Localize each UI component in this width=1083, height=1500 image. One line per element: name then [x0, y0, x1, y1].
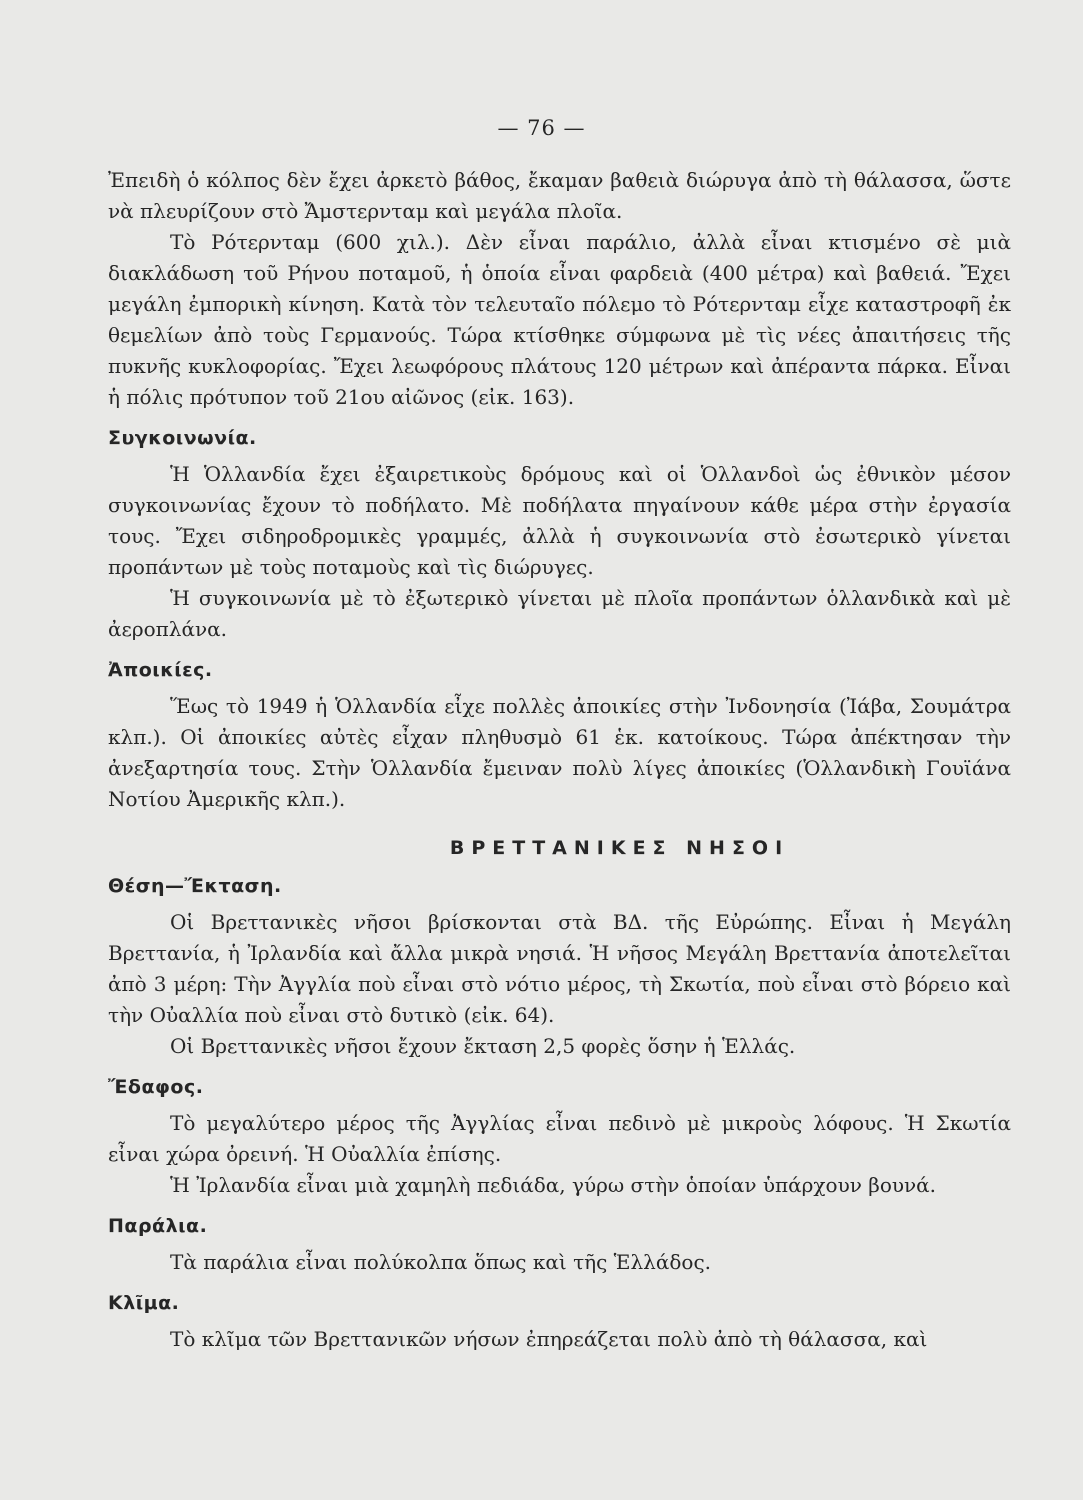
communication-paragraph-1: Ἡ Ὁλλανδία ἔχει ἐξαιρετικοὺς δρόμους καὶ οἱ Ὁλλανδοὶ ὡς ἐθνικὸν μέσον συγκοινωνίας ἔχουν τὸ ποδήλατο. Μὲ ποδήλατα πηγαίνουν κάθε μέρα στὴν ἐργασία τους. Ἔχει σιδηροδρομικὲς γραμμές, ἀλλὰ ἡ συγκοινωνία στὸ ἐσωτερικὸ γίνεται προπάντων μὲ τοὺς ποταμοὺς καὶ τὶς διώρυγες.: [108, 462, 1011, 579]
heading-soil: Ἔδαφος.: [108, 1076, 204, 1098]
position-paragraph-1: Οἱ Βρεττανικὲς νῆσοι βρίσκονται στὰ ΒΔ. τῆς Εὐρώπης. Εἶναι ἡ Μεγάλη Βρεττανία, ἡ Ἰρλανδία καὶ ἄλλα μικρὰ νησιά. Ἡ νῆσος Μεγάλη Βρεττανία ἀποτελεῖται ἀπὸ 3 μέρη: Τὴν Ἀγγλία ποὺ εἶναι στὸ νότιο μέρος, τὴ Σκωτία, ποὺ εἶναι στὸ βόρειο καὶ τὴν Οὐαλλία ποὺ εἶναι στὸ δυτικὸ (εἰκ. 64).: [108, 910, 1011, 1027]
section-title-british-isles: ΒΡΕΤΤΑΝΙΚΕΣ ΝΗΣΟΙ: [449, 837, 790, 859]
soil-paragraph-2: Ἡ Ἰρλανδία εἶναι μιὰ χαμηλὴ πεδιάδα, γύρω στὴν ὁποίαν ὑπάρχουν βουνά.: [170, 1173, 937, 1197]
intro-paragraph-2: Τὸ Ρότερνταμ (600 χιλ.). Δὲν εἶναι παράλιο, ἀλλὰ εἶναι κτισμένο σὲ μιὰ διακλάδωση τοῦ Ρήνου ποταμοῦ, ἡ ὁποία εἶναι φαρδειὰ (400 μέτρα) καὶ βαθειά. Ἔχει μεγάλη ἐμπορικὴ κίνηση. Κατὰ τὸν τελευταῖο πόλεμο τὸ Ρότερνταμ εἶχε καταστροφῆ ἐκ θεμελίων ἀπὸ τοὺς Γερμανούς. Τώρα κτίσθηκε σύμφωνα μὲ τὶς νέες ἀπαιτήσεις τῆς πυκνῆς κυκλοφορίας. Ἔχει λεωφόρους πλάτους 120 μέτρων καὶ ἀπέραντα πάρκα. Εἶναι ἡ πόλις πρότυπον τοῦ 21ου αἰῶνος (εἰκ. 163).: [108, 230, 1011, 409]
soil-paragraph-1: Τὸ μεγαλύτερο μέρος τῆς Ἀγγλίας εἶναι πεδινὸ μὲ μικροὺς λόφους. Ἡ Σκωτία εἶναι χώρα ὀρεινή. Ἡ Οὐαλλία ἐπίσης.: [108, 1111, 1011, 1166]
heading-communication: Συγκοινωνία.: [108, 427, 257, 449]
page-number: — 76 —: [497, 116, 586, 140]
heading-coasts: Παράλια.: [108, 1215, 208, 1237]
communication-paragraph-2: Ἡ συγκοινωνία μὲ τὸ ἐξωτερικὸ γίνεται μὲ πλοῖα προπάντων ὁλλανδικὰ καὶ μὲ ἀεροπλάνα.: [108, 586, 1011, 641]
colonies-paragraph-1: Ἕως τὸ 1949 ἡ Ὁλλανδία εἶχε πολλὲς ἀποικίες στὴν Ἰνδονησία (Ἰάβα, Σουμάτρα κλπ.). Οἱ ἀποικίες αὐτὲς εἶχαν πληθυσμὸ 61 ἑκ. κατοίκους. Τώρα ἀπέκτησαν τὴν ἀνεξαρτησία τους. Στὴν Ὁλλανδία ἔμειναν πολὺ λίγες ἀποικίες (Ὁλλανδικὴ Γουϊάνα Νοτίου Ἀμερικῆς κλπ.).: [108, 694, 1011, 811]
intro-paragraph-1: Ἐπειδὴ ὁ κόλπος δὲν ἔχει ἀρκετὸ βάθος, ἔκαμαν βαθειὰ διώρυγα ἀπὸ τὴ θάλασσα, ὥστε νὰ πλευρίζουν στὸ Ἄμστερνταμ καὶ μεγάλα πλοῖα.: [108, 168, 1011, 223]
page-content: [108, 165, 1011, 1355]
heading-position-extent: Θέση—Ἔκταση.: [108, 875, 282, 897]
heading-climate: Κλῖμα.: [108, 1292, 180, 1314]
position-paragraph-2: Οἱ Βρεττανικὲς νῆσοι ἔχουν ἔκταση 2,5 φορὲς ὅσην ἡ Ἑλλάς.: [170, 1034, 796, 1058]
heading-colonies: Ἀποικίες.: [108, 659, 213, 681]
climate-paragraph-1: Τὸ κλῖμα τῶν Βρεττανικῶν νήσων ἐπηρεάζεται πολὺ ἀπὸ τὴ θάλασσα, καὶ: [170, 1327, 928, 1351]
coast-paragraph-1: Τὰ παράλια εἶναι πολύκολπα ὅπως καὶ τῆς Ἑλλάδος.: [170, 1250, 711, 1274]
